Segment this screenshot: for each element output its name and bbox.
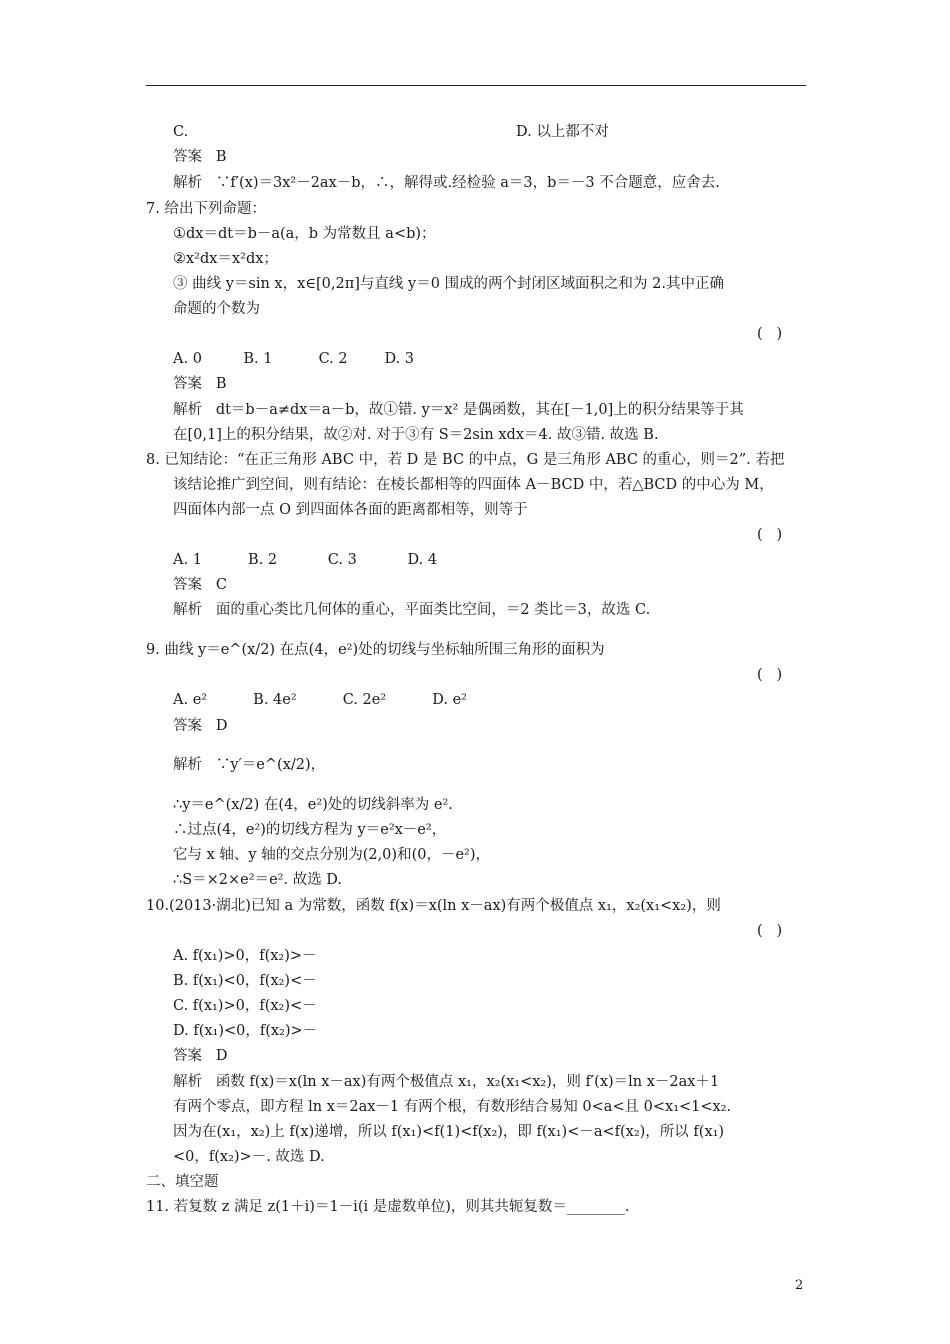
text-line: A. 1 B. 2 C. 3 D. 4 xyxy=(173,552,438,568)
page-number: 2 xyxy=(795,1278,804,1293)
text-line: 答案 D xyxy=(173,1048,228,1064)
text-line: A. e² B. 4e² C. 2e² D. e² xyxy=(173,692,467,708)
text-line: 11. 若复数 z 满足 z(1＋i)＝1－i(i 是虚数单位)，则其共轭复数＝________. xyxy=(146,1199,630,1215)
text-line: 答案 B xyxy=(173,376,227,392)
text-line: ( ) xyxy=(757,667,783,683)
header-rule xyxy=(146,85,806,86)
text-line: D. f(x₁)<0，f(x₂)>－ xyxy=(173,1023,318,1039)
text-line: 答案 C xyxy=(173,577,227,593)
text-line: ∴S＝×2×e²＝e². 故选 D. xyxy=(173,872,343,888)
text-line: 解析 ∵f′(x)＝3x²－2ax－b，∴，解得或.经检验 a＝3，b＝－3 不合题意，应舍去. xyxy=(173,175,720,191)
text-line: 它与 x 轴、y 轴的交点分别为(2,0)和(0，－e²)， xyxy=(173,847,491,863)
text-line: 四面体内部一点 O 到四面体各面的距离都相等，则等于 xyxy=(173,502,528,518)
text-line: 该结论推广到空间，则有结论：在棱长都相等的四面体 A－BCD 中，若△BCD 的中心为 M， xyxy=(173,477,774,493)
text-line: 8. 已知结论：“在正三角形 ABC 中，若 D 是 BC 的中点，G 是三角形 ABC 的重心，则＝2”. 若把 xyxy=(146,452,785,468)
text-line: 解析 函数 f(x)＝x(ln x－ax)有两个极值点 x₁，x₂(x₁<x₂)，则 f′(x)＝ln x－2ax＋1 xyxy=(173,1074,720,1090)
text-line: ②x²dx＝x²dx； xyxy=(173,251,278,267)
text-line: <0，f(x₂)>－. 故选 D. xyxy=(173,1149,325,1165)
text-line: 答案 D xyxy=(173,718,228,734)
text-line: D. 以上都不对 xyxy=(516,124,609,140)
text-line: 解析 面的重心类比几何体的重心，平面类比空间，＝2 类比＝3，故选 C. xyxy=(173,602,651,618)
text-line: 9. 曲线 y＝e^(x/2) 在点(4，e²)处的切线与坐标轴所围三角形的面积为 xyxy=(146,642,605,658)
text-line: C. f(x₁)>0，f(x₂)<－ xyxy=(173,998,317,1014)
text-line: 答案 B xyxy=(173,149,227,165)
text-line: A. 0 B. 1 C. 2 D. 3 xyxy=(173,351,415,367)
text-line: ( ) xyxy=(757,923,783,939)
text-line: ①dx＝dt＝b－a(a，b 为常数且 a<b)； xyxy=(173,226,436,242)
text-line: C. xyxy=(173,124,189,140)
text-line: 有两个零点，即方程 ln x＝2ax－1 有两个根，有数形结合易知 0<a<且 0<x₁<1<x₂. xyxy=(173,1099,732,1115)
text-line: 解析 ∵y′＝e^(x/2)， xyxy=(173,757,326,773)
text-line: 二、填空题 xyxy=(146,1174,219,1190)
text-line: B. f(x₁)<0，f(x₂)<－ xyxy=(173,973,317,989)
text-line: ∴y＝e^(x/2) 在(4，e²)处的切线斜率为 e². xyxy=(173,797,453,813)
text-line: 在[0,1]上的积分结果，故②对. 对于③有 S＝2sin xdx＝4. 故③错. 故选 B. xyxy=(173,427,659,443)
text-line: A. f(x₁)>0，f(x₂)>－ xyxy=(173,948,317,964)
text-line: ( ) xyxy=(757,527,783,543)
text-line: 10.(2013·湖北)已知 a 为常数，函数 f(x)＝x(ln x－ax)有两个极值点 x₁，x₂(x₁<x₂)，则 xyxy=(146,898,721,914)
text-line: 命题的个数为 xyxy=(173,301,260,317)
text-line: 因为在(x₁，x₂)上 f(x)递增，所以 f(x₁)<f(1)<f(x₂)，即 f(x₁)<－a<f(x₂)，所以 f(x₁) xyxy=(173,1124,725,1140)
text-line: ( ) xyxy=(757,326,783,342)
text-line: ∴过点(4，e²)的切线方程为 y＝e²x－e²， xyxy=(173,822,447,838)
text-line: 7. 给出下列命题： xyxy=(146,201,266,217)
text-line: ③ 曲线 y＝sin x，x∈[0,2π]与直线 y＝0 围成的两个封闭区域面积之和为 2.其中正确 xyxy=(173,276,725,292)
text-line: 解析 dt＝b－a≠dx＝a－b，故①错. y＝x² 是偶函数，其在[－1,0]上的积分结果等于其 xyxy=(173,402,744,418)
